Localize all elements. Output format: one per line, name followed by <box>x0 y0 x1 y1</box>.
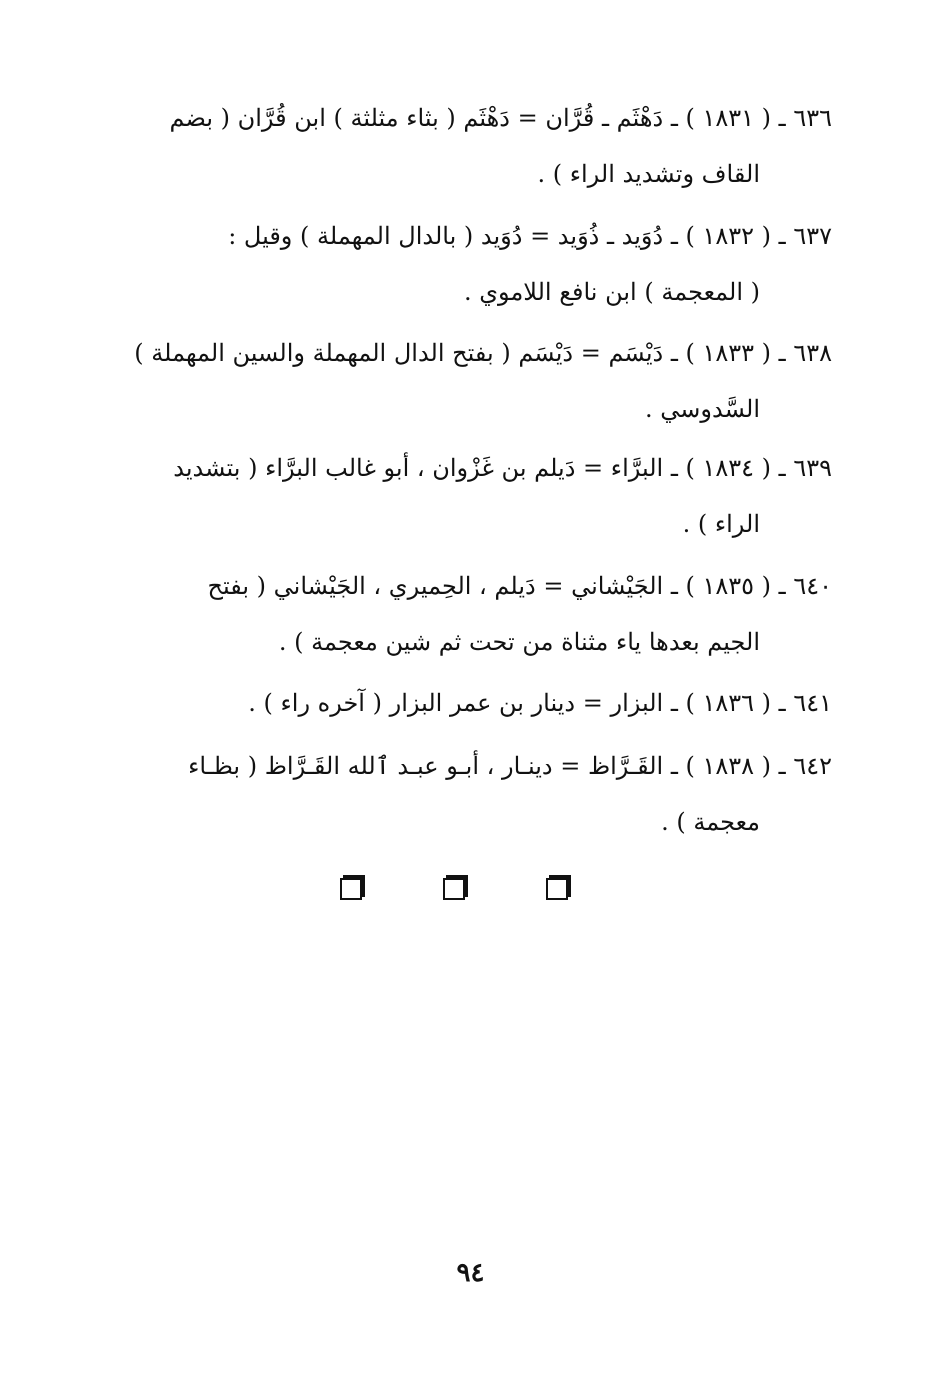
entry-639 <box>80 440 832 552</box>
entry-text: ٦٤١ ـ ( ١٨٣٦ ) ـ البزار = دينار بن عمر البزار ( آخره راء ) . <box>248 689 832 717</box>
entry-text-continuation: السَّدوسي . <box>645 395 760 423</box>
entry-636 <box>80 90 832 202</box>
entry-text: ٦٣٩ ـ ( ١٨٣٤ ) ـ البرَّاء = دَيلم بن غَزْوان ، أبو غالب البرَّاء ( بتشديد <box>173 454 832 482</box>
entry-640 <box>80 558 832 670</box>
entry-text-continuation: القاف وتشديد الراء ) . <box>537 160 760 188</box>
square-ornament-icon <box>546 878 568 900</box>
entry-638 <box>80 325 832 437</box>
section-end-ornaments <box>0 878 941 908</box>
entry-text-continuation: ( المعجمة ) ابن نافع اللاموي . <box>464 278 760 306</box>
entry-text-continuation: الراء ) . <box>682 510 760 538</box>
entry-641 <box>80 675 832 731</box>
entry-text: ٦٣٧ ـ ( ١٨٣٢ ) ـ دُوَيد ـ ذُوَيد = دُوَيد ( بالدال المهملة ) وقيل : <box>228 222 832 250</box>
entry-642 <box>80 738 832 850</box>
entry-637 <box>80 208 832 320</box>
entry-text: ٦٣٨ ـ ( ١٨٣٣ ) ـ دَيْسَم = دَيْسَم ( بفتح الدال المهملة والسين المهملة ) <box>134 339 832 367</box>
entry-text: ٦٣٦ ـ ( ١٨٣١ ) ـ دَهْثَم ـ قُرَّان = دَهْثَم ( بثاء مثلثة ) ابن قُرَّان ( بضم <box>169 104 832 132</box>
entry-text: ٦٤٢ ـ ( ١٨٣٨ ) ـ القَـرَّاظ = دينـار ، أبـو عبـد ٱلله القَـرَّاظ ( بظـاء <box>188 752 832 780</box>
page-number: ٩٤ <box>456 1258 485 1288</box>
entry-text-continuation: الجيم بعدها ياء مثناة من تحت ثم شين معجمة ) . <box>278 628 760 656</box>
entry-text-continuation: معجمة ) . <box>661 808 760 836</box>
square-ornament-icon <box>443 878 465 900</box>
square-ornament-icon <box>340 878 362 900</box>
entry-text: ٦٤٠ ـ ( ١٨٣٥ ) ـ الجَيْشاني = دَيلم ، الحِميري ، الجَيْشاني ( بفتح <box>207 572 832 600</box>
